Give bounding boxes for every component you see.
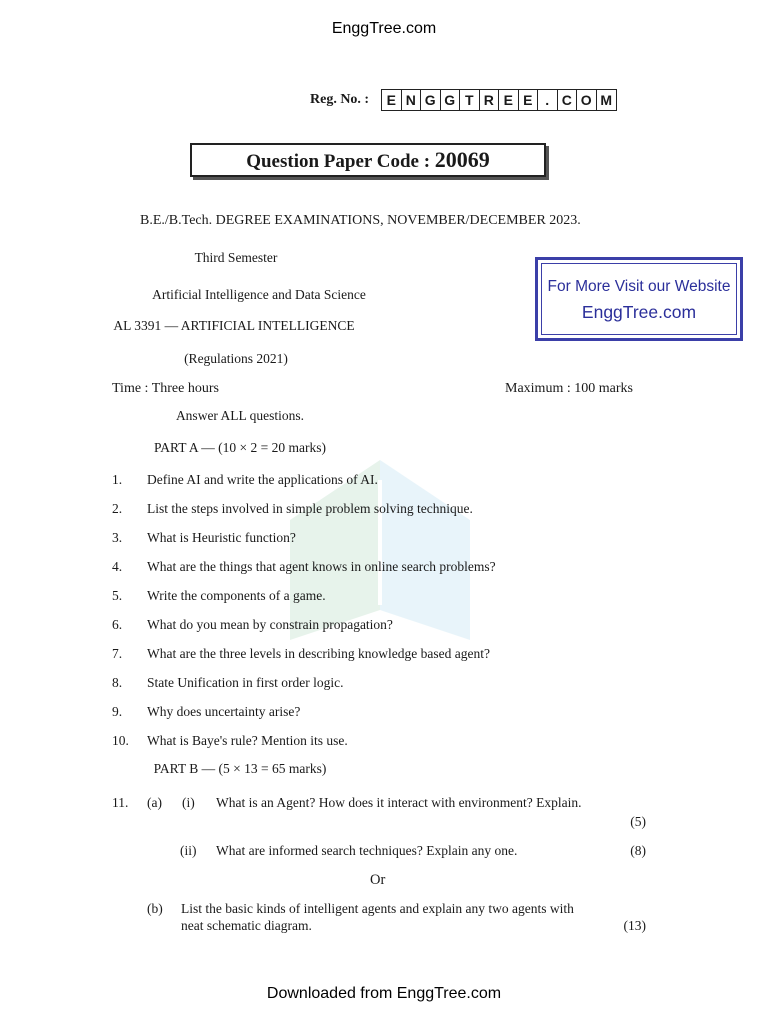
q11-a-ii-marks: (8)	[630, 843, 646, 858]
reg-no-char-box: T	[460, 90, 480, 110]
question-number: 8.	[112, 675, 123, 690]
promo-line-2: EnggTree.com	[581, 302, 697, 322]
question-number: 3.	[112, 530, 123, 545]
time-allowed: Time : Three hours	[112, 381, 219, 396]
paper-code-label: Question Paper Code :	[246, 151, 431, 172]
question-number: 5.	[112, 588, 123, 603]
maximum-marks: Maximum : 100 marks	[505, 381, 633, 396]
course-title: AL 3391 — ARTIFICIAL INTELLIGENCE	[113, 318, 355, 333]
reg-no-char-box: .	[538, 90, 558, 110]
q11-a-i-label: (i)	[182, 795, 195, 810]
reg-no-char-box: R	[480, 90, 500, 110]
question-item	[112, 646, 672, 675]
q11-b-text-line-1: List the basic kinds of intelligent agents and explain any two agents with	[181, 901, 574, 916]
question-text: What is Heuristic function?	[147, 530, 296, 545]
question-11	[112, 795, 672, 945]
question-number: 9.	[112, 704, 123, 719]
reg-no-char-box: N	[402, 90, 422, 110]
q11-b-label: (b)	[147, 901, 163, 916]
question-text: State Unification in first order logic.	[147, 675, 344, 690]
q11-a-i-marks: (5)	[630, 814, 646, 829]
question-item	[112, 675, 672, 704]
promo-inner-frame	[541, 263, 737, 335]
reg-no-char-box: G	[421, 90, 441, 110]
instruction: Answer ALL questions.	[175, 408, 305, 423]
question-item	[112, 704, 672, 733]
q11-number: 11.	[112, 795, 129, 810]
part-b-heading: PART B — (5 × 13 = 65 marks)	[153, 761, 327, 776]
question-item	[112, 501, 672, 530]
q11-a-i-text: What is an Agent? How does it interact with environment? Explain.	[216, 795, 582, 810]
question-item	[112, 588, 672, 617]
reg-no-char-box: E	[519, 90, 539, 110]
question-text: What are the three levels in describing knowledge based agent?	[147, 646, 490, 661]
promo-line-1: For More Visit our Website	[547, 278, 731, 295]
part-a-question-list	[112, 472, 672, 762]
question-number: 10.	[112, 733, 129, 748]
question-text: List the steps involved in simple problem solving technique.	[147, 501, 473, 516]
q11-a-ii-label: (ii)	[180, 843, 197, 858]
question-number: 4.	[112, 559, 123, 574]
reg-no-char-box: G	[441, 90, 461, 110]
question-text: What are the things that agent knows in online search problems?	[147, 559, 496, 574]
q11-b-marks: (13)	[623, 918, 646, 933]
reg-no-char-box: C	[558, 90, 578, 110]
reg-no-char-box: M	[600, 92, 613, 108]
question-text: Why does uncertainty arise?	[147, 704, 301, 719]
semester: Third Semester	[194, 250, 278, 265]
question-item	[112, 733, 672, 762]
q11-b-text-line-2: neat schematic diagram.	[181, 918, 312, 933]
reg-no-char-box: E	[382, 90, 402, 110]
question-number: 6.	[112, 617, 123, 632]
part-a-heading: PART A — (10 × 2 = 20 marks)	[154, 440, 326, 455]
paper-code-number: 20069	[434, 147, 490, 172]
reg-no-char-box: O	[577, 90, 597, 110]
regulations: (Regulations 2021)	[184, 351, 288, 366]
q11-or: Or	[370, 872, 386, 888]
reg-no-label: Reg. No. :	[310, 92, 370, 107]
question-number: 7.	[112, 646, 123, 661]
question-paper-code	[190, 143, 546, 177]
question-item	[112, 530, 672, 559]
department: Artificial Intelligence and Data Science	[152, 287, 366, 302]
q11-a-ii-text: What are informed search techniques? Explain any one.	[216, 843, 518, 858]
question-text: Write the components of a game.	[147, 588, 326, 603]
q11-a-label: (a)	[147, 795, 162, 810]
download-footer[interactable]: Downloaded from EnggTree.com	[266, 985, 502, 1002]
question-item	[112, 472, 672, 501]
question-item	[112, 617, 672, 646]
reg-no-boxes	[381, 89, 617, 111]
question-item	[112, 559, 672, 588]
question-text: Define AI and write the applications of AI.	[147, 472, 378, 487]
site-header[interactable]: EnggTree.com	[331, 20, 437, 37]
exam-title: B.E./B.Tech. DEGREE EXAMINATIONS, NOVEMBER/DECEMBER 2023.	[140, 213, 581, 228]
question-number: 2.	[112, 501, 123, 516]
reg-no-char-box: E	[499, 90, 519, 110]
website-promo-box[interactable]	[535, 257, 743, 341]
question-text: What is Baye's rule? Mention its use.	[147, 733, 348, 748]
question-text: What do you mean by constrain propagation?	[147, 617, 393, 632]
question-number: 1.	[112, 472, 123, 487]
